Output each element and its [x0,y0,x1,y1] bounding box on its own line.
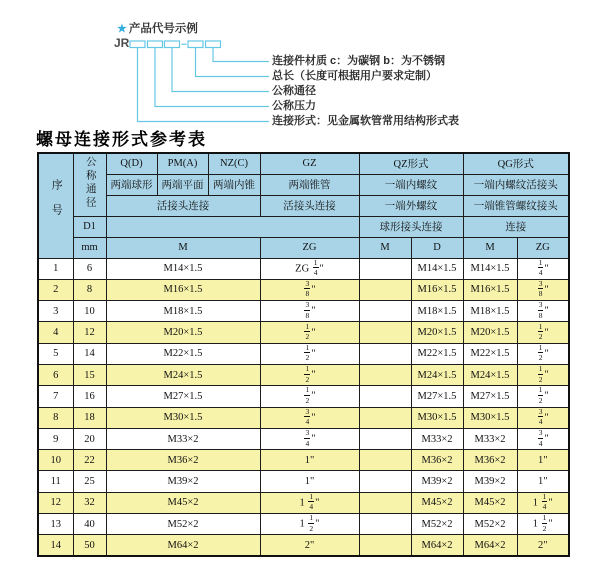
dn-cell: 14 [73,343,106,364]
qz-d-cell: M22×1.5 [411,343,463,364]
qg-zg-cell: $\frac{3}{4}$ " [517,428,569,449]
gz-zg-cell: 1 $\frac{1}{2}$ " [260,514,359,535]
qg-zg-cell: $\frac{3}{8}$ " [517,301,569,322]
dn-cell: 32 [73,492,106,513]
code-label-diameter: 公称通径 [272,85,316,97]
m-thread-cell: M22×1.5 [106,343,260,364]
dn-cell: 16 [73,386,106,407]
m-thread-cell: M36×2 [106,450,260,471]
qg-zg-cell: 2" [517,535,569,556]
header-connect-qg: 连接 [463,216,569,237]
qz-m-cell [359,450,411,471]
qg-zg-cell: $\frac{1}{2}$ " [517,364,569,385]
dn-cell: 15 [73,364,106,385]
qg-m-cell: M18×1.5 [463,301,517,322]
qg-m-cell: M20×1.5 [463,322,517,343]
qg-zg-cell: $\frac{1}{4}$ " [517,258,569,279]
qg-m-cell: M52×2 [463,514,517,535]
serial-cell: 2 [38,279,73,300]
table-row [38,343,569,364]
legend-title: 产品代号示例 [128,23,198,35]
qg-m-cell: M36×2 [463,450,517,471]
table-header [38,153,569,258]
serial-cell: 1 [38,258,73,279]
header-type-nzc: NZ(C) [208,153,260,174]
m-thread-cell: M27×1.5 [106,386,260,407]
m-thread-cell: M52×2 [106,514,260,535]
qz-m-cell [359,535,411,556]
header-endform-qd: 两端球形 [106,174,157,195]
qz-d-cell: M64×2 [411,535,463,556]
dn-cell: 8 [73,279,106,300]
qz-d-cell: M18×1.5 [411,301,463,322]
serial-cell: 9 [38,428,73,449]
header-type-qg: QG形式 [463,153,569,174]
header-type-pma: PM(A) [157,153,208,174]
header-joint-union: 活接头连接 [106,195,260,216]
gz-zg-cell: $\frac{3}{8}$ " [260,301,359,322]
header-joint-qz: 一端外螺纹 [359,195,463,216]
serial-cell: 4 [38,322,73,343]
m-thread-cell: M64×2 [106,535,260,556]
table-row [38,428,569,449]
gz-zg-cell: $\frac{1}{2}$ " [260,364,359,385]
header-joint-qg: 一端锥管螺纹接头 [463,195,569,216]
m-thread-cell: M14×1.5 [106,258,260,279]
product-code-prefix: JR [114,36,130,50]
qz-m-cell [359,471,411,492]
serial-cell: 6 [38,364,73,385]
gz-zg-cell: $\frac{3}{8}$ " [260,279,359,300]
table-row [38,492,569,513]
qg-m-cell: M45×2 [463,492,517,513]
qg-m-cell: M64×2 [463,535,517,556]
m-thread-cell: M33×2 [106,428,260,449]
qz-d-cell: M52×2 [411,514,463,535]
code-label-connform: 连接形式：见金属软管常用结构形式表 [272,115,459,127]
dn-cell: 6 [73,258,106,279]
qg-m-cell: M39×2 [463,471,517,492]
table-row [38,258,569,279]
qg-zg-cell: 1" [517,471,569,492]
header-type-qz: QZ形式 [359,153,463,174]
qz-d-cell: M20×1.5 [411,322,463,343]
qg-m-cell: M33×2 [463,428,517,449]
table-row [38,514,569,535]
qz-m-cell [359,386,411,407]
qz-m-cell [359,364,411,385]
gz-zg-cell: $\frac{1}{2}$ " [260,386,359,407]
table-row [38,450,569,471]
m-thread-cell: M20×1.5 [106,322,260,343]
table-row [38,386,569,407]
header-joint-gz: 活接头连接 [260,195,359,216]
gz-zg-cell: $\frac{3}{4}$ " [260,407,359,428]
header-endform-gz: 两端锥管 [260,174,359,195]
qg-zg-cell: $\frac{3}{4}$ " [517,407,569,428]
header-mm: mm [73,237,106,258]
qg-zg-cell: $\frac{1}{2}$ " [517,343,569,364]
qg-m-cell: M22×1.5 [463,343,517,364]
qz-d-cell: M39×2 [411,471,463,492]
qg-zg-cell: $\frac{3}{8}$ " [517,279,569,300]
header-unit-zg2: ZG [517,237,569,258]
header-unit-m1: M [106,237,260,258]
dn-cell: 20 [73,428,106,449]
m-thread-cell: M39×2 [106,471,260,492]
table-body [38,258,569,556]
qz-d-cell: M27×1.5 [411,386,463,407]
serial-cell: 10 [38,450,73,471]
serial-cell: 12 [38,492,73,513]
qz-m-cell [359,322,411,343]
dn-cell: 50 [73,535,106,556]
nut-connection-table [37,152,570,557]
header-unit-zg1: ZG [260,237,359,258]
dn-cell: 10 [73,301,106,322]
table-row [38,407,569,428]
qz-d-cell: M36×2 [411,450,463,471]
qg-zg-cell: 1 $\frac{1}{2}$ " [517,514,569,535]
qz-m-cell [359,279,411,300]
qg-m-cell: M24×1.5 [463,364,517,385]
header-nominal-diameter: 公称通径 [73,153,106,216]
table-row [38,301,569,322]
serial-cell: 3 [38,301,73,322]
dn-cell: 12 [73,322,106,343]
header-type-qd: Q(D) [106,153,157,174]
table-row [38,471,569,492]
header-unit-d: D [411,237,463,258]
serial-cell: 13 [38,514,73,535]
m-thread-cell: M30×1.5 [106,407,260,428]
gz-zg-cell: 1" [260,471,359,492]
serial-cell: 5 [38,343,73,364]
serial-cell: 14 [38,535,73,556]
gz-zg-cell: 1 $\frac{1}{4}$ " [260,492,359,513]
star-icon: ★ [117,23,127,35]
qz-m-cell [359,258,411,279]
dn-cell: 22 [73,450,106,471]
header-endform-pma: 两端平面 [157,174,208,195]
table-row [38,535,569,556]
qz-d-cell: M33×2 [411,428,463,449]
gz-zg-cell: 2" [260,535,359,556]
header-connect-qz: 球形接头连接 [359,216,463,237]
qz-m-cell [359,514,411,535]
qz-m-cell [359,492,411,513]
qg-zg-cell: $\frac{1}{2}$ " [517,322,569,343]
m-thread-cell: M45×2 [106,492,260,513]
code-label-pressure: 公称压力 [272,100,316,112]
m-thread-cell: M18×1.5 [106,301,260,322]
qz-m-cell [359,428,411,449]
header-type-gz: GZ [260,153,359,174]
header-d1: D1 [73,216,106,237]
m-thread-cell: M24×1.5 [106,364,260,385]
qz-m-cell [359,343,411,364]
header-endform-nzc: 两端内锥 [208,174,260,195]
gz-zg-cell: $\frac{3}{4}$ " [260,428,359,449]
qz-d-cell: M45×2 [411,492,463,513]
serial-cell: 11 [38,471,73,492]
qg-m-cell: M27×1.5 [463,386,517,407]
qg-m-cell: M30×1.5 [463,407,517,428]
serial-cell: 7 [38,386,73,407]
header-endform-qg: 一端内螺纹活接头 [463,174,569,195]
qz-m-cell [359,301,411,322]
qg-zg-cell: $\frac{1}{2}$ " [517,386,569,407]
qz-d-cell: M24×1.5 [411,364,463,385]
qg-zg-cell: 1 $\frac{1}{4}$ " [517,492,569,513]
code-label-length: 总长（长度可根据用户要求定制） [272,70,437,82]
table-row [38,364,569,385]
header-empty-cell [106,216,359,237]
qg-zg-cell: 1" [517,450,569,471]
qg-m-cell: M16×1.5 [463,279,517,300]
gz-zg-cell: ZG $\frac{1}{4}$ " [260,258,359,279]
dn-cell: 40 [73,514,106,535]
dn-cell: 18 [73,407,106,428]
table-row [38,279,569,300]
qg-m-cell: M14×1.5 [463,258,517,279]
qz-d-cell: M16×1.5 [411,279,463,300]
m-thread-cell: M16×1.5 [106,279,260,300]
gz-zg-cell: $\frac{1}{2}$ " [260,343,359,364]
gz-zg-cell: 1" [260,450,359,471]
table-title: 螺母连接形式参考表 [36,130,207,149]
qz-d-cell: M30×1.5 [411,407,463,428]
qz-d-cell: M14×1.5 [411,258,463,279]
gz-zg-cell: $\frac{1}{2}$ " [260,322,359,343]
header-serial: 序号 [38,153,73,258]
table-row [38,322,569,343]
header-endform-qz: 一端内螺纹 [359,174,463,195]
qz-m-cell [359,407,411,428]
dn-cell: 25 [73,471,106,492]
header-unit-m3: M [463,237,517,258]
header-unit-m2: M [359,237,411,258]
code-label-material: 连接件材质 c：为碳钢 b：为不锈钢 [272,55,445,67]
serial-cell: 8 [38,407,73,428]
